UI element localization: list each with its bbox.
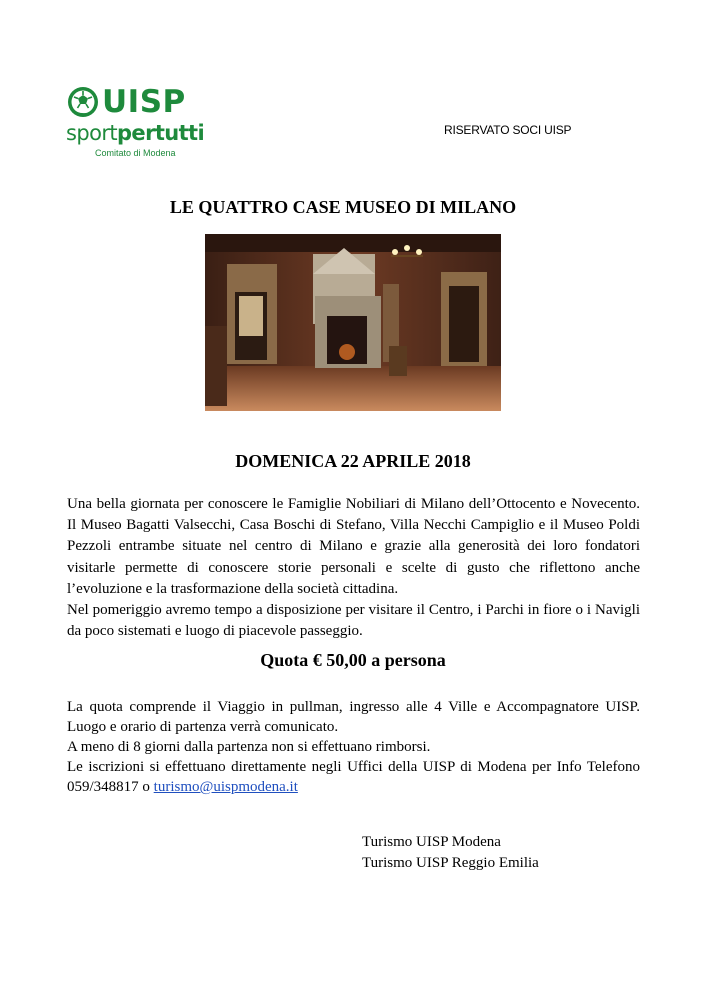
logo-top-row	[66, 84, 206, 120]
museum-interior-photo	[205, 234, 501, 411]
signature-line-1: Turismo UISP Modena	[362, 834, 501, 850]
event-date-heading: DOMENICA 22 APRILE 2018	[235, 451, 471, 471]
description-paragraph-2: Nel pomeriggio avremo tempo a disposizione per visitare il Centro, i Parchi in fiore o i Navigli da poco sistemati e luogo di piacevole passeggio.	[67, 602, 640, 640]
info-contact-text: Le iscrizioni si effettuano direttamente negli Uffici della UISP di Modena per Info Telefono 059/348817 o	[67, 759, 640, 795]
logo-brand: UISP	[102, 84, 186, 120]
reserved-label: RISERVATO SOCI UISP	[444, 123, 572, 137]
info-line-2: A meno di 8 giorni dalla partenza non si effettuano rimborsi.	[67, 739, 431, 755]
logo-tagline-light: sport	[66, 121, 117, 145]
logo-tagline-bold: pertutti	[117, 121, 205, 145]
uisp-logo	[66, 84, 206, 168]
price-heading: Quota € 50,00 a persona	[260, 650, 446, 670]
trip-info	[67, 697, 640, 797]
event-description	[67, 494, 640, 642]
info-line-1: La quota comprende il Viaggio in pullman, ingresso alle 4 Ville e Accompagnatore UISP. Luogo e orario di partenza verrà comunicato.	[67, 699, 640, 735]
info-line-3	[67, 757, 640, 797]
soccer-ball-icon	[66, 85, 100, 119]
logo-committee: Comitato di Modena	[95, 148, 176, 158]
description-paragraph-1: Una bella giornata per conoscere le Famiglie Nobiliari di Milano dell’Ottocento e Novecento. Il Museo Bagatti Valsecchi, Casa Boschi di Stefano, Villa Necchi Campiglio e il Museo Poldi Pezzoli entrambe situate nel centro di Milano e grazie alla generosità dei loro fondatori visitarle permette di conoscere storie personali e scelte di gusto che riflettono anche l’evoluzione e la trasformazione della società cittadina.	[67, 496, 640, 597]
email-link[interactable]: turismo@uispmodena.it	[153, 779, 298, 795]
signature-line-2: Turismo UISP Reggio Emilia	[362, 855, 539, 871]
signature	[362, 832, 539, 874]
page-title: LE QUATTRO CASE MUSEO DI MILANO	[169, 197, 517, 217]
logo-tagline	[66, 121, 206, 145]
